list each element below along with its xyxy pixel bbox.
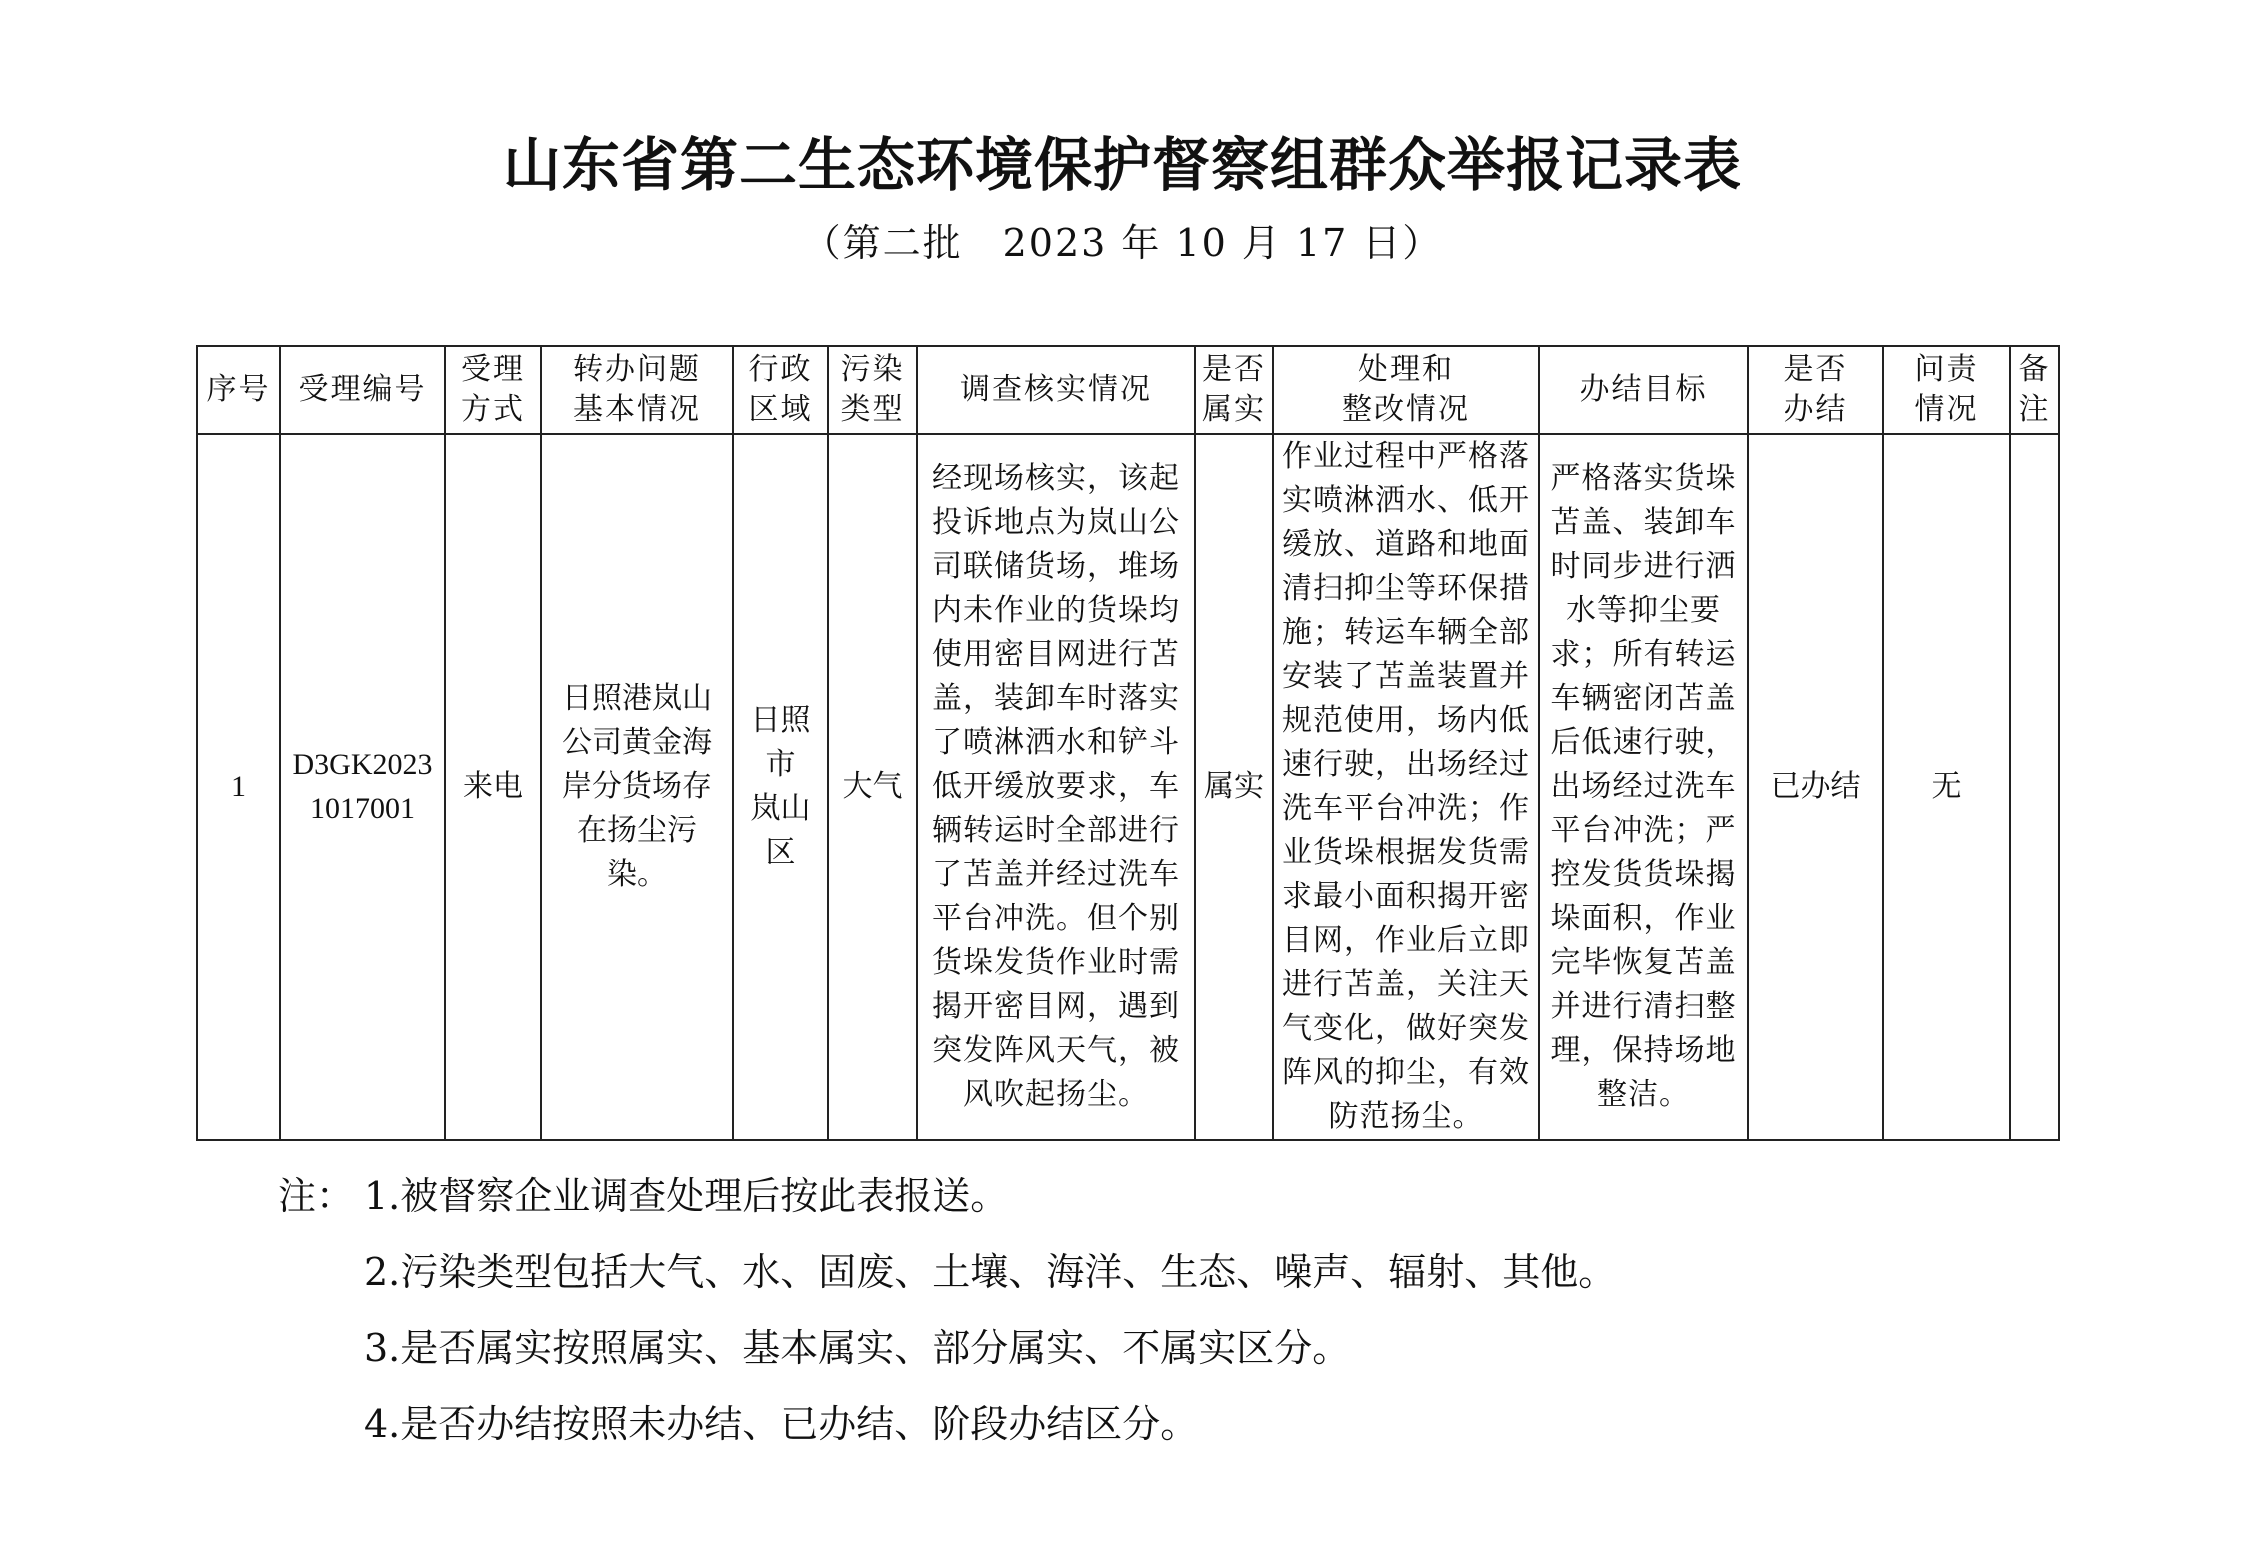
cell-issue: 日照港岚山 公司黄金海 岸分货场存 在扬尘污染。 [541,434,733,1140]
header-method: 受理 方式 [445,346,541,434]
header-verified: 是否 属实 [1195,346,1273,434]
header-completed: 是否 办结 [1748,346,1883,434]
cell-goal: 严格落实货垛 苫盖、装卸车 时同步进行洒 水等抑尘要 求；所有转运 车辆密闭苫盖 后低速行驶， 出场经过洗车 平台冲洗；严 控发货货垛揭 垛面积，作业 完毕恢复苫盖 并进行清扫整 理，保持场地 整洁。 [1539,434,1748,1140]
note-item: 4.是否办结按照未办结、已办结、阶段办结区分。 [364,1402,1199,1446]
cell-remark [2010,434,2059,1140]
header-handling: 处理和 整改情况 [1273,346,1539,434]
cell-method: 来电 [445,434,541,1140]
cell-region: 日照市 岚山区 [733,434,828,1140]
notes-lead: 注： [278,1174,355,1218]
complaint-record-table [196,345,2060,1141]
header-accountability: 问责 情况 [1883,346,2010,434]
cell-code: D3GK2023 1017001 [280,434,445,1140]
header-seq: 序号 [197,346,280,434]
note-item [278,1158,1616,1234]
cell-completed: 已办结 [1748,434,1883,1140]
table-row [197,434,2059,1140]
cell-accountability: 无 [1883,434,2010,1140]
note-text: 1.被督察企业调查处理后按此表报送。 [364,1174,1009,1218]
header-pollution-type: 污染 类型 [828,346,917,434]
note-item: 2.污染类型包括大气、水、固废、土壤、海洋、生态、噪声、辐射、其他。 [364,1250,1617,1294]
header-investigation: 调查核实情况 [917,346,1195,434]
header-issue: 转办问题 基本情况 [541,346,733,434]
header-code: 受理编号 [280,346,445,434]
header-remark: 备 注 [2010,346,2059,434]
cell-pollution-type: 大气 [828,434,917,1140]
cell-handling: 作业过程中严格落 实喷淋洒水、低开 缓放、道路和地面 清扫抑尘等环保措 施；转运车辆全部 安装了苫盖装置并 规范使用，场内低 速行驶，出场经过 洗车平台冲洗；作 业货垛根据发货需 求最小面积揭开密 目网，作业后立即 进行苫盖，关注天 气变化，做好突发 阵风的抑尘，有效 防范扬尘。 [1273,434,1539,1140]
table-header-row [197,346,2059,434]
document-title: 山东省第二生态环境保护督察组群众举报记录表 [502,131,1742,199]
cell-investigation: 经现场核实，该起 投诉地点为岚山公 司联储货场，堆场 内未作业的货垛均 使用密目网进行苫 盖，装卸车时落实 了喷淋洒水和铲斗 低开缓放要求，车 辆转运时全部进行 了苫盖并经过洗车 平台冲洗。但个别 货垛发货作业时需 揭开密目网，遇到 突发阵风天气，被 风吹起扬尘。 [917,434,1195,1140]
cell-seq: 1 [197,434,280,1140]
document-subtitle: （第二批 2023 年 10 月 17 日） [802,221,1443,265]
header-goal: 办结目标 [1539,346,1748,434]
note-item: 3.是否属实按照属实、基本属实、部分属实、不属实区分。 [364,1326,1351,1370]
cell-verified: 属实 [1195,434,1273,1140]
notes-section [278,1158,1616,1462]
header-region: 行政 区域 [733,346,828,434]
